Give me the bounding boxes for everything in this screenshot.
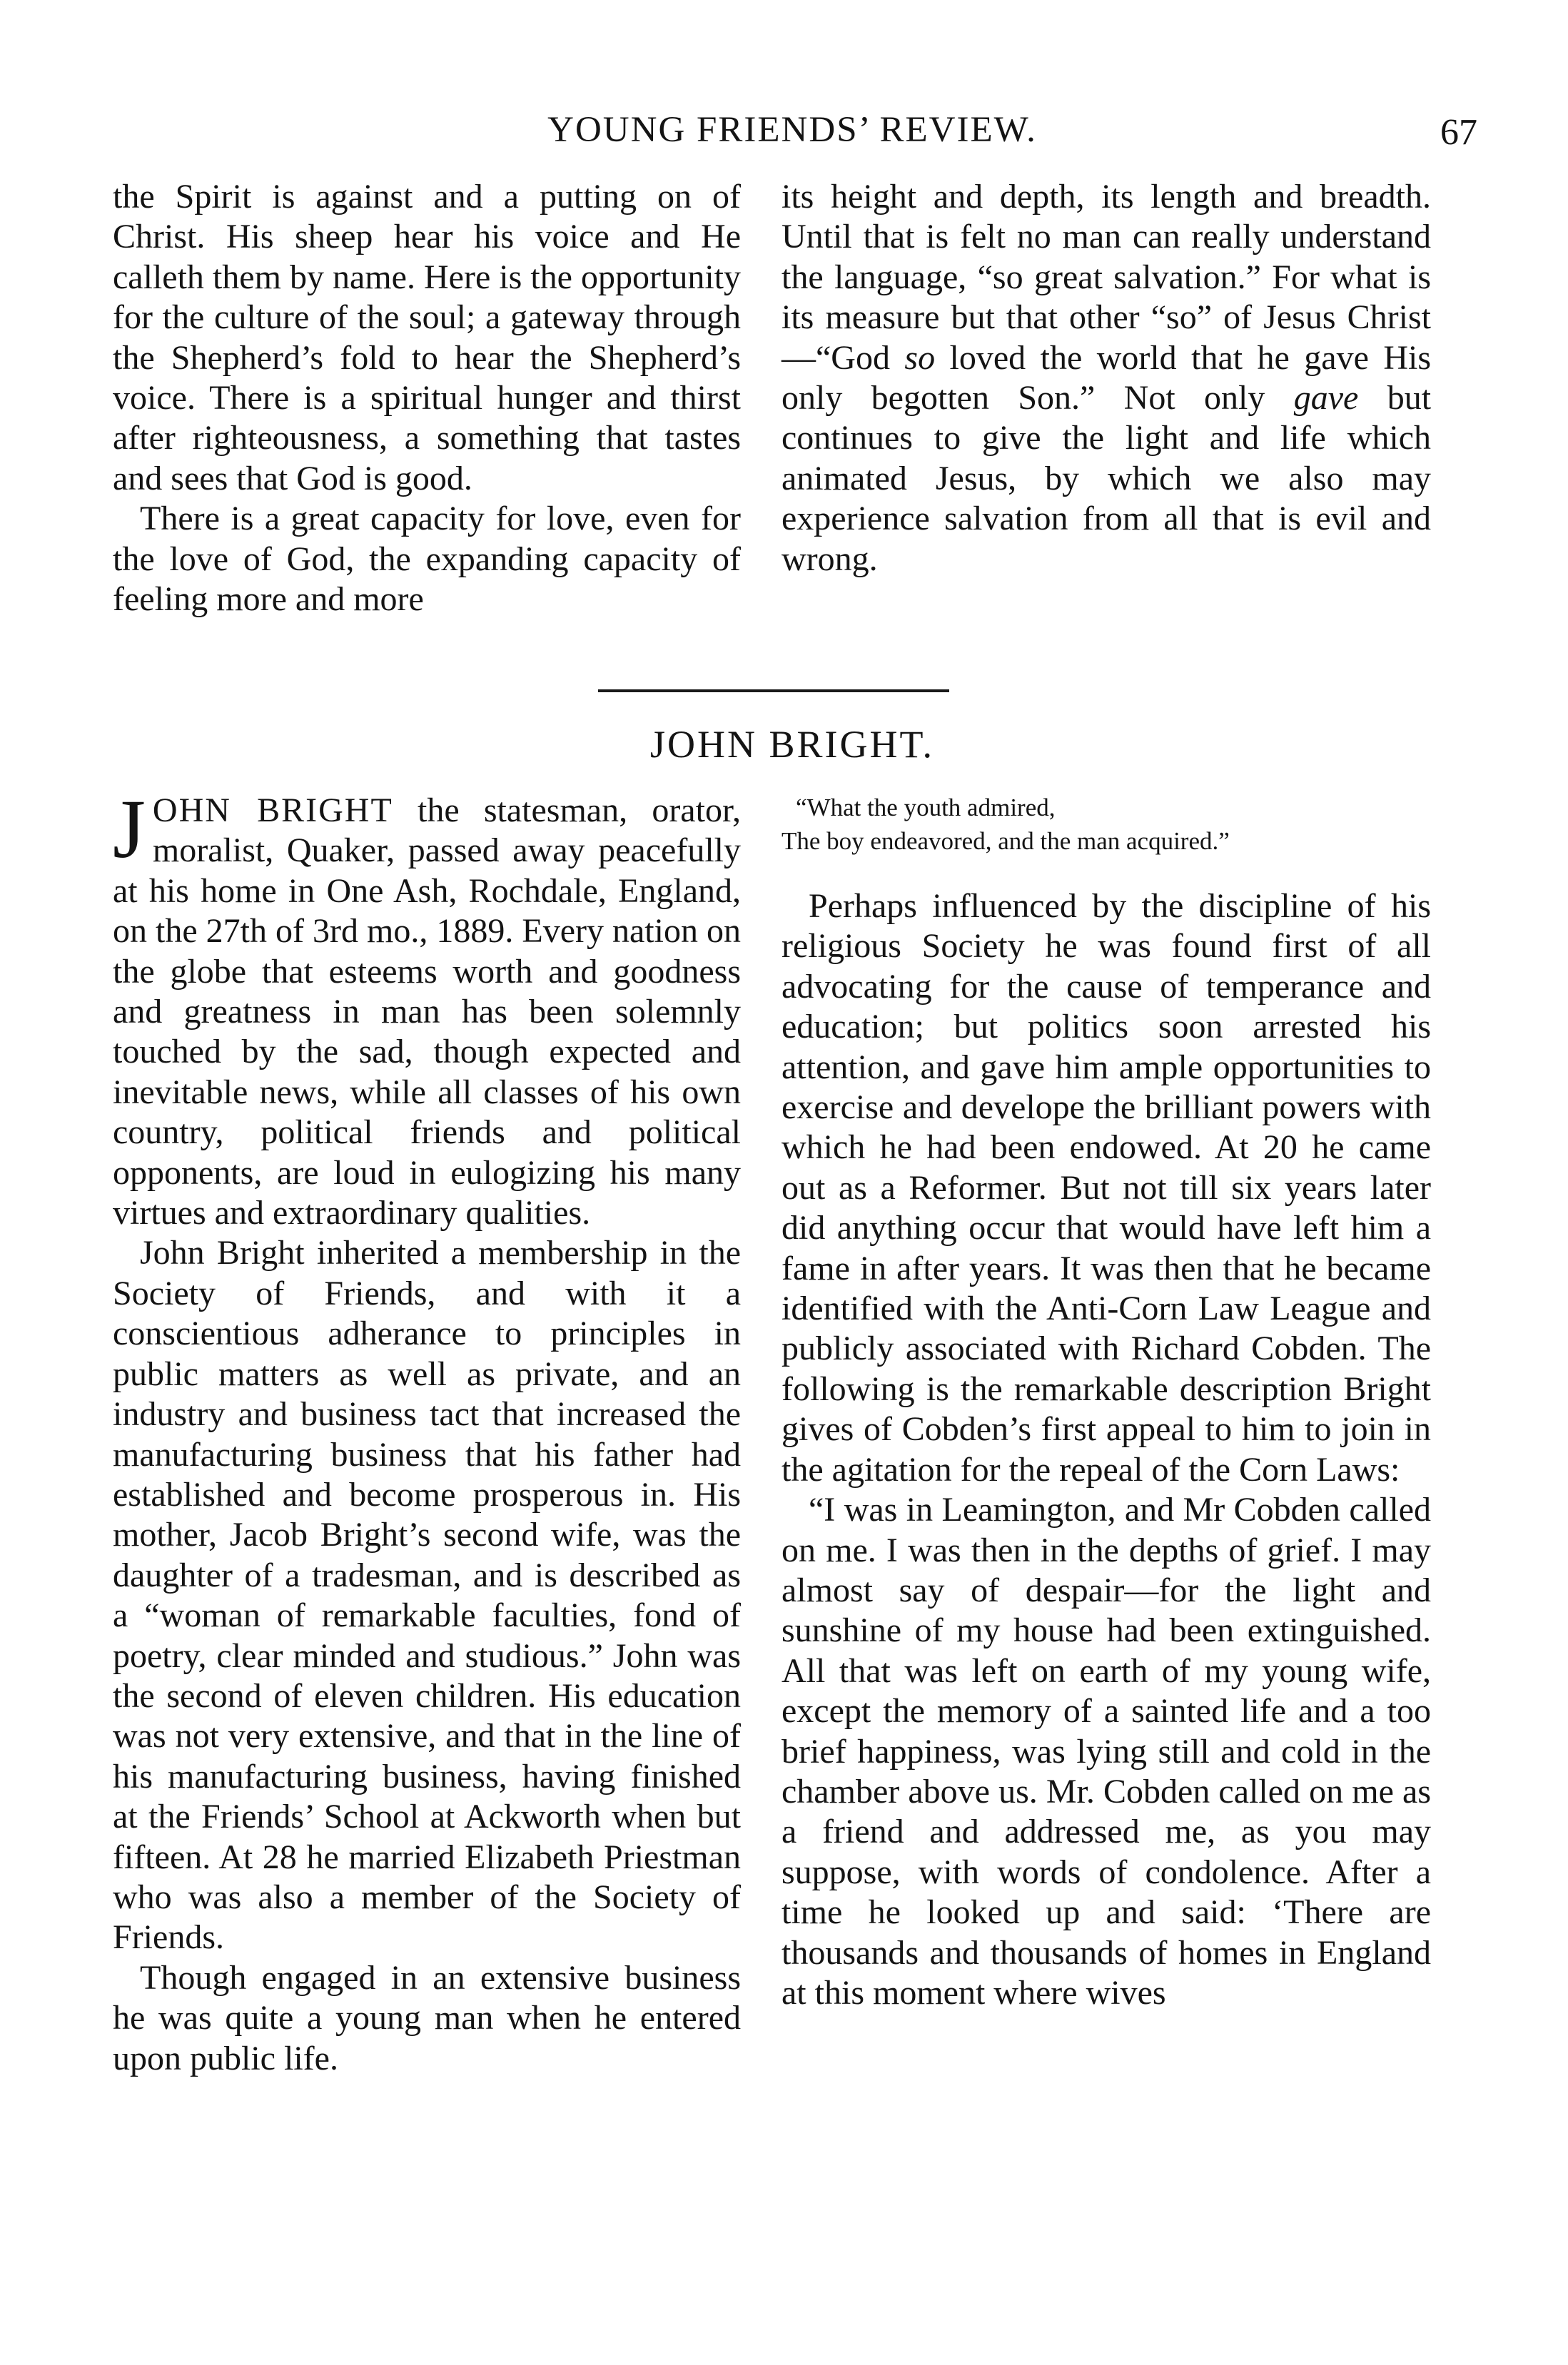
continued-paragraph-3 — [782, 177, 1431, 579]
article-paragraph-5: “I was in Leamington, and Mr Cobden called on me. I was then in the depths of grief. I may almost say of despair—for the light and sunshine of my house had been extinguished. All that was left on earth of my young wife, except the memory of a sainted life and a too brief happiness, was lying still and cold in the chamber above us. Mr. Cobden called on me as a friend and addressed me, as you may suppose, with words of condolence. After a time he looked up and said: ‘There are thousands and thousands of homes in England at this moment where wives — [782, 1491, 1431, 2012]
section-divider — [598, 689, 949, 692]
emphasis-so: so — [904, 338, 936, 377]
article-paragraph-1 — [113, 782, 741, 1233]
continued-text-part-3: but continues to give the light and life which animated Jesus, by which we also may experience salvation from all that is evil and wrong. — [782, 379, 1432, 578]
drop-cap: J — [113, 782, 146, 876]
running-title: YOUNG FRIENDS’ REVIEW. — [547, 110, 1037, 150]
emphasis-gave: gave — [1293, 379, 1359, 417]
running-head — [107, 108, 1477, 151]
continued-paragraph-1: the Spirit is against and a putting on of Christ. His sheep hear his voice and He calleth them by name. Here is the opportunity for the culture of the soul; a gateway through the Shepherd’s fold to hear the Shepherd’s voice. There is a spiritual hunger and thirst after righteousness, a something that tastes and sees that God is good. — [113, 178, 741, 497]
article-title: JOHN BRIGHT. — [650, 723, 934, 766]
epigraph-line-1: “What the youth admired, — [796, 794, 1056, 821]
continued-right-column — [782, 177, 1431, 579]
article-paragraph-4: Perhaps influenced by the discipline of his religious Society he was found first of all advocating for the cause of temperance and education; but politics soon arrested his attention, and gave him ample opportunities to exercise and develope the brilliant powers with which he had been endowed. At 20 he came out as a Reformer. But not till six years later did anything occur that would have left him a fame in after years. It was then that he became identified with the Anti-Corn Law League and publicly associated with Richard Cobden. The following is the remarkable description Bright gives of Cobden’s first appeal to him to join in the agitation for the repeal of the Corn Laws: — [782, 887, 1431, 1489]
article-right-column — [782, 791, 1431, 2013]
article-paragraph-2: John Bright inherited a membership in the Society of Friends, and with it a conscientious adherance to principles in public matters as well as private, and an industry and business tact that increased the manufacturing business that his father had established and become prosperous in. His mother, Jacob Bright’s second wife, was the daughter of a tradesman, and is described as a “woman of remarkable faculties, fond of poetry, clear minded and studious.” John was the second of eleven children. His education was not very extensive, and that in the line of his manufacturing business, having finished at the Friends’ School at Ackworth when but fifteen. At 28 he married Elizabeth Priestman who was also a member of the Society of Friends. — [113, 1234, 741, 1957]
continued-text-part-2: loved the world that he gave His only begotten Son.” Not only — [782, 338, 1431, 417]
article-paragraph-3: Though engaged in an extensive business he was quite a young man when he entered upon public life. — [113, 1958, 741, 2077]
epigraph — [782, 791, 1431, 858]
page-number: 67 — [1440, 112, 1477, 153]
paragraph-1-text: the statesman, orator, moralist, Quaker, passed away peacefully at his home in One Ash, Rochdale, England, on the 27th of 3rd mo., 1889. Every nation on the globe that esteems worth and goodness and greatness in man has been solemnly touched by the sad, though expected and inevitable news, while all classes of his own country, political friends and political opponents, are loud in eulogizing his many virtues and extraordinary qualities. — [113, 791, 741, 1232]
article-left-column — [113, 782, 741, 2079]
continued-paragraph-2: There is a great capacity for love, even for the love of God, the expanding capacity of feeling more and more — [113, 500, 741, 619]
continued-text-part-1: its height and depth, its length and breadth. Until that is felt no man can really understand the language, “so great salvation.” For what is its measure but that other “so” of Jesus Christ—“God — [782, 178, 1431, 377]
continued-left-column — [113, 177, 741, 619]
lead-caps: OHN BRIGHT — [152, 791, 393, 829]
epigraph-line-2: The boy endeavored, and the man acquired.” — [782, 827, 1230, 855]
